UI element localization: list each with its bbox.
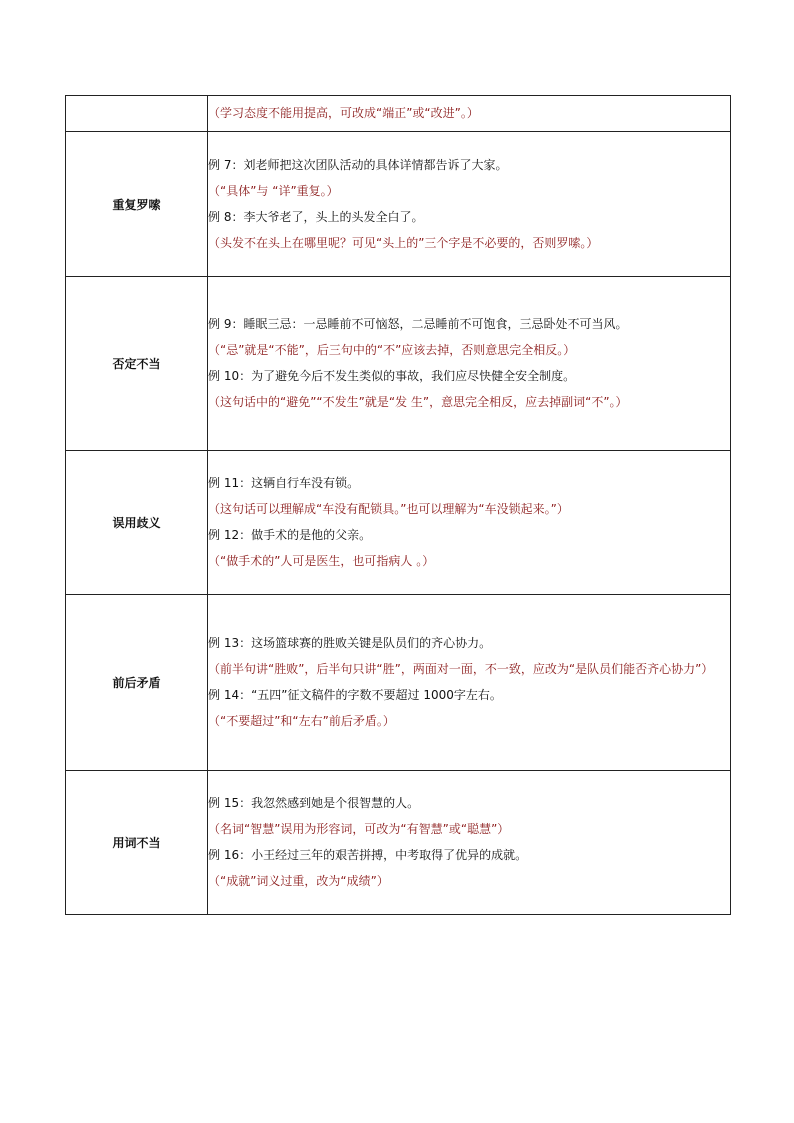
content-cell (208, 277, 731, 451)
example-line: 例 12：做手术的是他的父亲。 (208, 528, 372, 542)
content-cell (208, 595, 731, 771)
note-line: （头发不在头上在哪里呢？可见“头上的”三个字是不必要的，否则罗嗦。） (208, 235, 599, 250)
table-row (66, 451, 731, 595)
category-cell: 重复罗嗦 (66, 132, 208, 277)
content-cell (208, 451, 731, 595)
note-line: （“不要超过”和“左右”前后矛盾。） (208, 714, 395, 728)
category-cell (66, 96, 208, 132)
example-line: 例 7：刘老师把这次团队活动的具体详情都告诉了大家。 (208, 157, 508, 172)
example-line: 例 16：小王经过三年的艰苦拼搏，中考取得了优异的成就。 (208, 848, 528, 862)
note-line: （“忌”就是“不能”，后三句中的“不”应该去掉，否则意思完全相反。） (208, 343, 576, 357)
example-line: 例 10：为了避免今后不发生类似的事故，我们应尽快健全安全制度。 (208, 369, 576, 383)
example-line: 例 11：这辆自行车没有锁。 (208, 476, 360, 490)
category-cell: 用词不当 (66, 771, 208, 915)
note-line: （名词“智慧”误用为形容词，可改为“有智慧”或“聪慧”） (208, 822, 510, 836)
note-line: （这句话中的“避免”“不发生”就是“发 生”，意思完全相反，应去掉副词“不”。） (208, 395, 628, 409)
note-line: （前半句讲“胜败”，后半句只讲“胜”，两面对一面，不一致，应改为“是队员们能否齐心协力”） (208, 662, 714, 676)
note-line: （“做手术的”人可是医生，也可指病人 。） (208, 554, 435, 568)
example-line: 例 9：睡眠三忌：一忌睡前不可恼怒，二忌睡前不可饱食，三忌卧处不可当风。 (208, 317, 628, 331)
example-line: 例 15：我忽然感到她是个很智慧的人。 (208, 796, 420, 810)
content-cell (208, 132, 731, 277)
category-cell: 否定不当 (66, 277, 208, 451)
example-line: 例 13：这场篮球赛的胜败关键是队员们的齐心协力。 (208, 636, 492, 650)
grammar-error-table (65, 95, 731, 915)
table-row (66, 595, 731, 771)
example-line: 例 14：“五四”征文稿件的字数不要超过 1000字左右。 (208, 688, 502, 702)
example-line: 例 8：李大爷老了，头上的头发全白了。 (208, 209, 424, 224)
note-line: （“成就”词义过重，改为“成绩”） (208, 874, 389, 888)
category-cell: 前后矛盾 (66, 595, 208, 771)
table-row (66, 277, 731, 451)
note-line: （这句话可以理解成“车没有配锁具。”也可以理解为“车没锁起来。”） (208, 502, 569, 516)
table-row (66, 132, 731, 277)
table-row (66, 771, 731, 915)
note-line: （“具体”与 “详”重复。） (208, 183, 339, 198)
table-row (66, 96, 731, 132)
note-line: （学习态度不能用提高，可改成“端正”或“改进”。） (208, 106, 479, 120)
content-cell (208, 96, 731, 132)
content-cell (208, 771, 731, 915)
category-cell: 误用歧义 (66, 451, 208, 595)
